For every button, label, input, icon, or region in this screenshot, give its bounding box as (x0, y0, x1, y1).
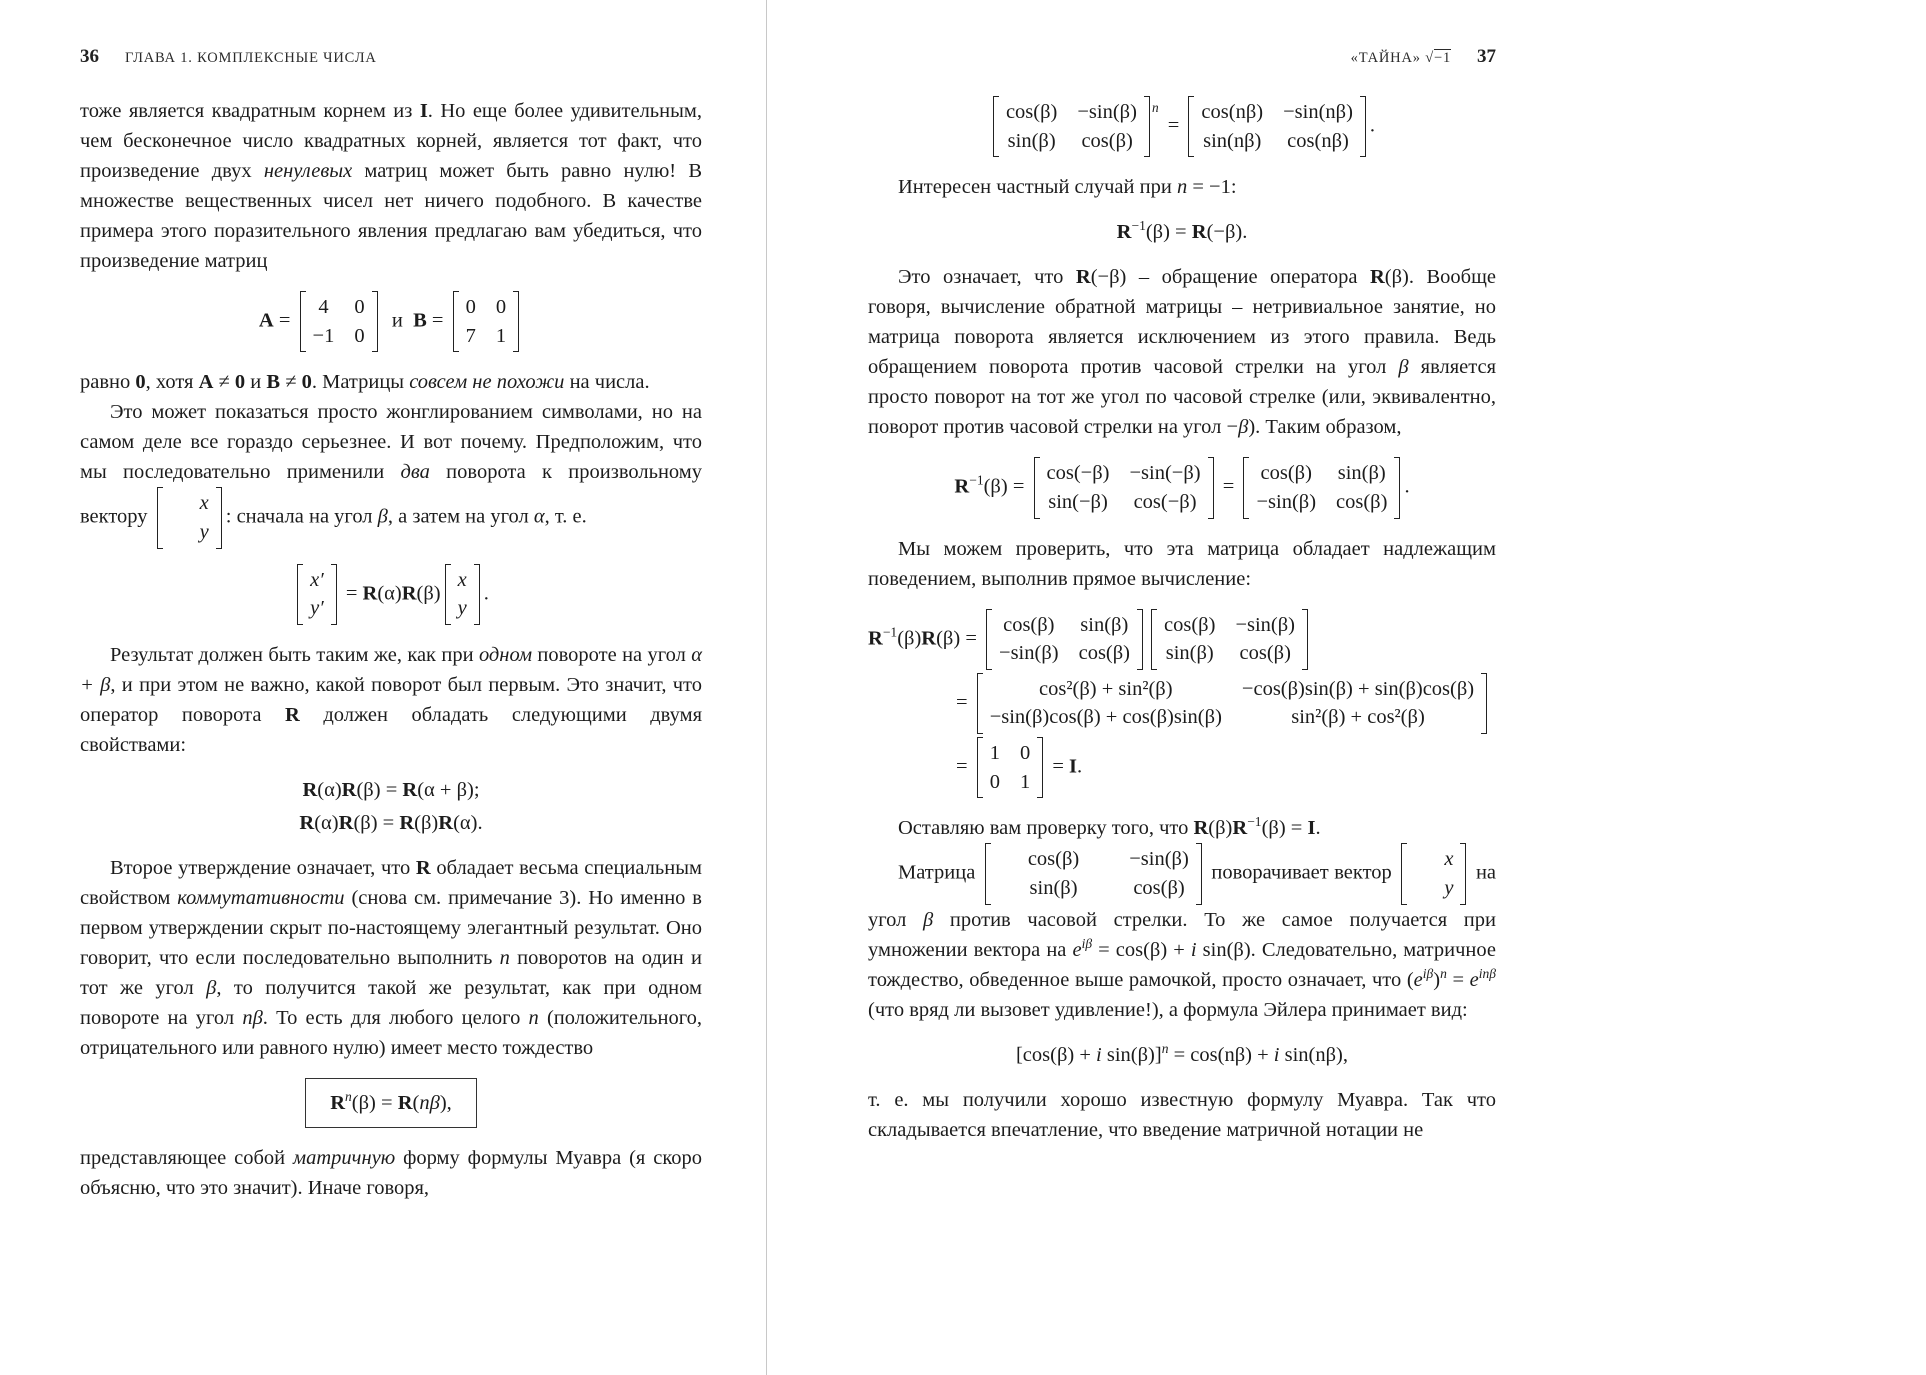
matrix (453, 291, 520, 352)
text-run: = (426, 309, 449, 332)
matrix-right-bracket (474, 564, 480, 625)
text-run: ), (439, 1091, 452, 1114)
text-run: , то получится такой же результат, как при одном повороте на угол (80, 976, 702, 1029)
text-run: n (528, 1006, 539, 1029)
matrix-cell: 4 (318, 296, 329, 318)
left-page-body (80, 96, 702, 1203)
text-run: R (438, 811, 454, 834)
text-run: ). Таким образом, (1248, 416, 1402, 439)
matrix-cell: cos(−β) (1133, 490, 1197, 513)
text-run: ( (412, 1091, 420, 1114)
text-run: . (1404, 475, 1410, 498)
matrix-cell: −cos(β)sin(β) + sin(β)cos(β) (1241, 677, 1475, 700)
text-run: . (1076, 755, 1083, 778)
right-running-head (868, 46, 1496, 68)
matrix-cell: cos(nβ) (1287, 129, 1349, 152)
left-running-title: ГЛАВА 1. КОМПЛЕКСНЫЕ ЧИСЛА (125, 50, 377, 66)
text-run: R (921, 626, 937, 649)
text-run: (положительного, отрицательного или равного нулю) имеет место тождество (80, 1006, 702, 1059)
text-run: . Но еще более удивительным, чем бесконечное число квадратных корней, является тот факт, что произведение двух (80, 100, 702, 182)
matrix-right-bracket (1208, 457, 1214, 518)
text-run: R (1369, 266, 1385, 289)
text-run: (β) (414, 811, 439, 834)
text-run: n (1161, 1040, 1169, 1056)
matrix-right-bracket (513, 291, 519, 352)
text-run: поворачивает вектор (1205, 861, 1398, 884)
text-run: (β) = (351, 1091, 398, 1114)
text-run: и (381, 309, 414, 332)
page-divider (766, 0, 767, 1375)
text-run: (что вряд ли вызовет удивление!), а формула Эйлера принимает вид: (868, 998, 1468, 1021)
text-run: поворотов на один и тот же угол (80, 946, 702, 999)
text-run: = (1162, 114, 1185, 137)
matrix-cells (992, 609, 1137, 670)
matrix-right-bracket (331, 564, 337, 625)
text-run: R (868, 626, 883, 649)
display-formula (80, 775, 702, 805)
matrix-cell: cos(β) (1164, 613, 1216, 636)
matrix-cell: cos(nβ) (1201, 101, 1264, 123)
matrix-cell: sin(β) (1029, 877, 1078, 900)
text-run: = cos(β) + (1092, 938, 1191, 961)
display-formula (868, 1040, 1496, 1070)
paragraph (80, 853, 702, 1063)
right-page (868, 46, 1496, 1145)
matrix-right-bracket (1037, 737, 1043, 798)
text-run: одном (478, 643, 533, 666)
text-run: R (330, 1091, 346, 1114)
display-formula (80, 1078, 702, 1128)
display-formula (80, 291, 702, 352)
right-running-title (1351, 50, 1451, 67)
text-run: R (401, 581, 417, 604)
text-run: β (1238, 416, 1249, 439)
matrix (1188, 96, 1366, 157)
text-run: R (302, 778, 318, 801)
matrix-cell: −sin(β)cos(β) + cos(β)sin(β) (989, 706, 1222, 729)
display-formula (80, 808, 702, 838)
text-run: Матрица (898, 861, 981, 884)
text-run: , а затем на угол (387, 505, 534, 528)
text-run: ) (1433, 968, 1441, 991)
paragraph (868, 262, 1496, 442)
text-run: матричную (293, 1146, 396, 1169)
text-run: n (1440, 965, 1447, 981)
matrix-cell: x (457, 568, 467, 591)
matrix-cells (1249, 457, 1394, 518)
text-run: R (415, 856, 431, 879)
matrix-cell: cos(β) (1003, 613, 1055, 636)
matrix-cell: −sin(β) (1077, 101, 1137, 123)
text-run: (−β) – обращение оператора (1090, 266, 1370, 289)
text-run: I (1307, 817, 1316, 840)
text-run: −1 (969, 472, 984, 488)
text-run: = (1446, 968, 1470, 991)
text-run: sin(β). Следовательно, матричное тождество, обведенное выше рамочкой, просто означает, что ( (868, 938, 1496, 991)
text-run: R (397, 1091, 413, 1114)
text-run: I (419, 100, 428, 122)
text-run: R (284, 703, 300, 726)
paragraph (80, 96, 702, 276)
text-run: β (206, 976, 217, 999)
matrix-cell: cos(β) (1005, 101, 1058, 123)
matrix-right-bracket (1196, 843, 1202, 904)
text-run: (−β). (1206, 221, 1248, 244)
matrix-cell: cos(β) (1239, 642, 1291, 665)
text-run: R (1075, 266, 1091, 289)
text-run: 0 (234, 371, 246, 394)
paragraph (80, 1143, 702, 1203)
matrix-cells (983, 737, 1038, 798)
text-run: поворота к произвольному вектору (80, 461, 702, 528)
text-run: (β) (897, 626, 922, 649)
text-run: (α) (314, 811, 339, 834)
matrix-cells (1407, 843, 1460, 904)
text-run: (снова см. примечание 3). Но именно в первом утверждении скрыт по-настоящему элегантный результат. Оно говорит, что если последовательно выполнить (80, 886, 702, 969)
matrix-right-bracket (1302, 609, 1308, 670)
matrix-exponent: n (1151, 100, 1159, 115)
text-run: повороте на угол (532, 643, 692, 666)
text-run: R (954, 475, 970, 498)
text-run: R (1193, 817, 1209, 840)
matrix (977, 737, 1044, 798)
matrix-cell: cos²(β) + sin²(β) (1039, 677, 1173, 700)
text-run: (β) = (353, 811, 400, 834)
text-run: ≠ (213, 371, 235, 394)
text-run: . То есть для любого целого (262, 1006, 529, 1029)
text-run: β (923, 908, 934, 931)
text-run: на числа. (564, 371, 650, 394)
matrix-cell: x (1444, 848, 1454, 871)
text-run: совсем не похожи (409, 371, 565, 394)
text-run: i (1273, 1043, 1280, 1066)
text-run: (β) = (983, 475, 1030, 498)
left-page (80, 46, 702, 1203)
text-run: Мы можем проверить, что эта матрица обладает надлежащим поведением, выполнив прямое вычисление: (868, 537, 1496, 590)
matrix-right-bracket (1137, 609, 1143, 670)
sqrt-symbol: √ (1425, 50, 1434, 66)
paragraph (868, 534, 1496, 594)
matrix-cell: 1 (989, 742, 1000, 765)
matrix-cell: y (457, 597, 467, 620)
right-page-number: 37 (1477, 46, 1496, 67)
text-run: (α + β); (417, 778, 480, 801)
text-run: , т. е. (544, 505, 587, 528)
text-run: , и при этом не важно, какой поворот был первым. Это значит, что оператор поворота (80, 673, 702, 726)
display-formula (80, 564, 702, 625)
display-formula (956, 673, 1496, 734)
matrix-cell: −sin(−β) (1129, 462, 1201, 485)
text-run: B (266, 371, 281, 394)
text-run: является просто поворот на тот же угол по часовой стрелке (или, эквивалентно, поворот против часовой стрелки на угол − (868, 356, 1496, 439)
paragraph (868, 172, 1496, 202)
text-run: R (341, 778, 357, 801)
matrix-cell: −sin(β) (1256, 490, 1317, 513)
text-run: (β) = (1261, 817, 1308, 840)
matrix (445, 564, 480, 625)
text-run: nβ (242, 1006, 263, 1029)
matrix-cell: −sin(β) (1235, 613, 1296, 636)
matrix-cell: x (199, 492, 209, 515)
text-run: = (1217, 475, 1240, 498)
text-run: (β). Вообще говоря, вычисление обратной матрицы – нетривиальное занятие, но матрица поворота является исключением из этого правила. Ведь обращением поворота против часовой стрелки на угол (868, 266, 1496, 379)
display-formula (868, 457, 1496, 518)
matrix-cell: 0 (1019, 742, 1031, 765)
formula-box (305, 1078, 477, 1128)
text-run: (α) (377, 581, 402, 604)
matrix-cells (303, 564, 331, 625)
matrix-cells (983, 673, 1481, 734)
matrix (993, 96, 1159, 157)
text-run: (β) (416, 581, 441, 604)
sqrt-expression (1425, 50, 1451, 66)
matrix-cell: y′ (310, 597, 324, 620)
text-run: против часовой стрелки. То же самое получается при умножении вектора на (868, 908, 1496, 961)
matrix-cell: sin(β) (1080, 613, 1129, 636)
matrix-cells (306, 291, 372, 352)
matrix (157, 487, 222, 548)
text-run: i (1096, 1043, 1102, 1066)
matrix-cell: 0 (354, 324, 365, 347)
text-run: = (273, 309, 296, 332)
text-run: n (499, 946, 510, 969)
matrix-cell: sin(β) (1165, 642, 1214, 665)
text-run: α (533, 505, 545, 528)
matrix (1034, 457, 1214, 518)
matrix-cell: −1 (312, 324, 335, 347)
text-run: . (1315, 817, 1321, 840)
matrix-cell: cos(−β) (1046, 462, 1110, 485)
text-run: R (362, 581, 378, 604)
matrix-cells (459, 291, 514, 352)
matrix-cell: 0 (495, 296, 507, 318)
running-title-text: «ТАЙНА» (1350, 50, 1426, 66)
text-run: sin(β)] (1101, 1043, 1162, 1066)
text-run: (β) = (356, 778, 403, 801)
matrix-right-bracket (1394, 457, 1400, 518)
paragraph (868, 1085, 1496, 1145)
text-run: (α) (317, 778, 342, 801)
text-run: = cos(nβ) + (1168, 1043, 1274, 1066)
text-run: α + β (80, 643, 702, 696)
text-run: т. е. мы получили хорошо известную формулу Муавра. Так что складывается впечатление, что введение матричной нотации не (868, 1088, 1496, 1141)
matrix-cell: cos(β) (1081, 129, 1133, 152)
text-run: (α). (453, 811, 483, 834)
left-running-head (80, 46, 702, 68)
matrix-cell: −sin(β) (1129, 848, 1189, 871)
text-run: = −1: (1187, 176, 1237, 199)
matrix-cell: 1 (1019, 770, 1031, 793)
matrix (986, 609, 1143, 670)
text-run: iβ (1081, 935, 1093, 951)
matrix-cells (163, 487, 216, 548)
text-run: 0 (301, 371, 312, 394)
text-run: = (956, 691, 973, 714)
matrix-cell: y (1444, 877, 1454, 900)
paragraph (80, 640, 702, 760)
text-run: Это означает, что (898, 266, 1076, 289)
text-run: Это может показаться просто жонглированием символами, но на самом деле все гораздо серьезнее. И вот почему. Предположим, что мы последовательно применили (80, 401, 702, 484)
text-run: , хотя (145, 371, 199, 394)
text-run: . (1369, 114, 1376, 137)
matrix-cell: sin(β) (1337, 462, 1386, 485)
display-formula (868, 96, 1496, 157)
text-run: = (956, 755, 973, 778)
matrix-right-bracket (1360, 96, 1366, 157)
matrix-cells (1157, 609, 1302, 670)
text-run: (β) = (1145, 221, 1192, 244)
matrix-cell: −sin(nβ) (1283, 101, 1353, 123)
text-run: два (400, 461, 430, 484)
text-run: sin(nβ), (1279, 1043, 1348, 1066)
text-run: форму формулы Муавра (я скоро объясню, что это значит). Иначе говоря, (80, 1146, 702, 1199)
matrix-cell: cos(β) (1027, 848, 1080, 871)
matrix-cell: 0 (989, 770, 1000, 793)
text-run: −1 (1247, 814, 1262, 830)
matrix-cell: sin(β) (1007, 129, 1056, 152)
matrix-cell: 0 (465, 296, 476, 318)
matrix-right-bracket (1144, 96, 1150, 157)
text-run: . Матрицы (311, 371, 410, 394)
text-run: R (399, 811, 415, 834)
matrix-right-bracket (372, 291, 378, 352)
text-run: R (299, 811, 315, 834)
text-run: должен обладать следующими двумя свойствами: (80, 703, 702, 756)
matrix (1401, 843, 1466, 904)
text-run: Второе утверждение означает, что (110, 856, 416, 879)
text-run: iβ (1422, 965, 1434, 981)
matrix-cells (451, 564, 474, 625)
matrix (1243, 457, 1400, 518)
text-run: матриц может быть равно нулю! В множестве вещественных чисел нет ничего подобного. В качестве примера этого поразительного явления предлагаю вам убедиться, что произведение матриц (80, 160, 703, 272)
matrix-cell: cos(β) (1336, 490, 1388, 513)
text-run: Интересен частный случай при (898, 176, 1177, 199)
matrix (300, 291, 378, 352)
text-run: ненулевых (263, 160, 353, 182)
matrix-cell: 7 (465, 324, 476, 347)
text-run: (β) = (936, 626, 983, 649)
matrix-cell: cos(β) (1078, 642, 1131, 665)
matrix-cell: sin(nβ) (1203, 129, 1262, 152)
matrix-cell: −sin(β) (999, 642, 1059, 665)
text-run: ≠ (280, 371, 302, 394)
matrix-cell: x′ (310, 568, 324, 591)
display-formula (868, 609, 1496, 670)
text-run: B (413, 309, 427, 332)
matrix-cells (1194, 96, 1360, 157)
text-run: n (345, 1089, 352, 1105)
text-run: : сначала на угол (225, 505, 378, 528)
paragraph (80, 397, 702, 548)
matrix-right-bracket (1460, 843, 1466, 904)
matrix-right-bracket (1481, 673, 1487, 734)
display-formula (956, 737, 1496, 798)
matrix-cell: sin(−β) (1048, 490, 1108, 513)
paragraph (868, 843, 1496, 1024)
text-run: e (1469, 968, 1479, 991)
text-run: тоже является квадратным корнем из (80, 100, 420, 122)
text-run: I (1069, 755, 1077, 778)
text-run: R (338, 811, 354, 834)
text-run: представляющее собой (80, 1146, 294, 1169)
matrix-right-bracket (216, 487, 222, 548)
sqrt-radicand: −1 (1433, 50, 1451, 66)
text-run: на угол (868, 861, 1497, 931)
text-run: равно (80, 371, 136, 394)
text-run: Оставляю вам проверку того, что (898, 817, 1194, 840)
text-run: коммутативности (177, 886, 345, 909)
text-run: обладает весьма специальным свойством (80, 856, 702, 909)
text-run: = (340, 581, 363, 604)
text-run: R (402, 778, 418, 801)
text-run: A (258, 309, 274, 332)
matrix-cell: sin²(β) + cos²(β) (1291, 706, 1425, 729)
text-run: β (1398, 356, 1409, 379)
text-run: (β) (1208, 817, 1233, 840)
matrix-cell: 1 (495, 324, 507, 347)
text-run: Результат должен быть таким же, как при (110, 643, 479, 666)
text-run: e (1413, 968, 1423, 991)
text-run: e (1072, 938, 1082, 961)
display-formula (868, 217, 1496, 247)
matrix-cell: cos(β) (1260, 462, 1312, 485)
right-page-body (868, 96, 1496, 1145)
text-run: i (1190, 938, 1197, 961)
text-run: R (1232, 817, 1248, 840)
text-run: A (198, 371, 214, 394)
matrix-cell: y (199, 520, 209, 543)
text-run: n (1176, 176, 1188, 199)
matrix (297, 564, 337, 625)
left-page-number: 36 (80, 46, 99, 67)
text-run: R (1191, 221, 1207, 244)
text-run: [cos(β) + (1015, 1043, 1097, 1066)
paragraph (868, 813, 1496, 843)
text-run: nβ (419, 1091, 440, 1114)
text-run: 0 (135, 371, 146, 394)
text-run: −1 (1131, 218, 1146, 234)
matrix-cell: 0 (354, 296, 365, 318)
text-run: и (245, 371, 267, 394)
text-run: −1 (882, 624, 898, 640)
matrix-cells (1040, 457, 1208, 518)
matrix-cells (999, 96, 1144, 157)
matrix (985, 843, 1202, 904)
paragraph (80, 367, 702, 397)
text-run: R (1116, 221, 1132, 244)
matrix (1151, 609, 1308, 670)
text-run: β (377, 505, 388, 528)
matrix-cell: cos(β) (1133, 877, 1185, 900)
text-run: inβ (1478, 965, 1497, 981)
text-run: . (483, 581, 489, 604)
matrix-cells (991, 843, 1196, 904)
text-run: = (1047, 755, 1069, 778)
matrix (977, 673, 1487, 734)
